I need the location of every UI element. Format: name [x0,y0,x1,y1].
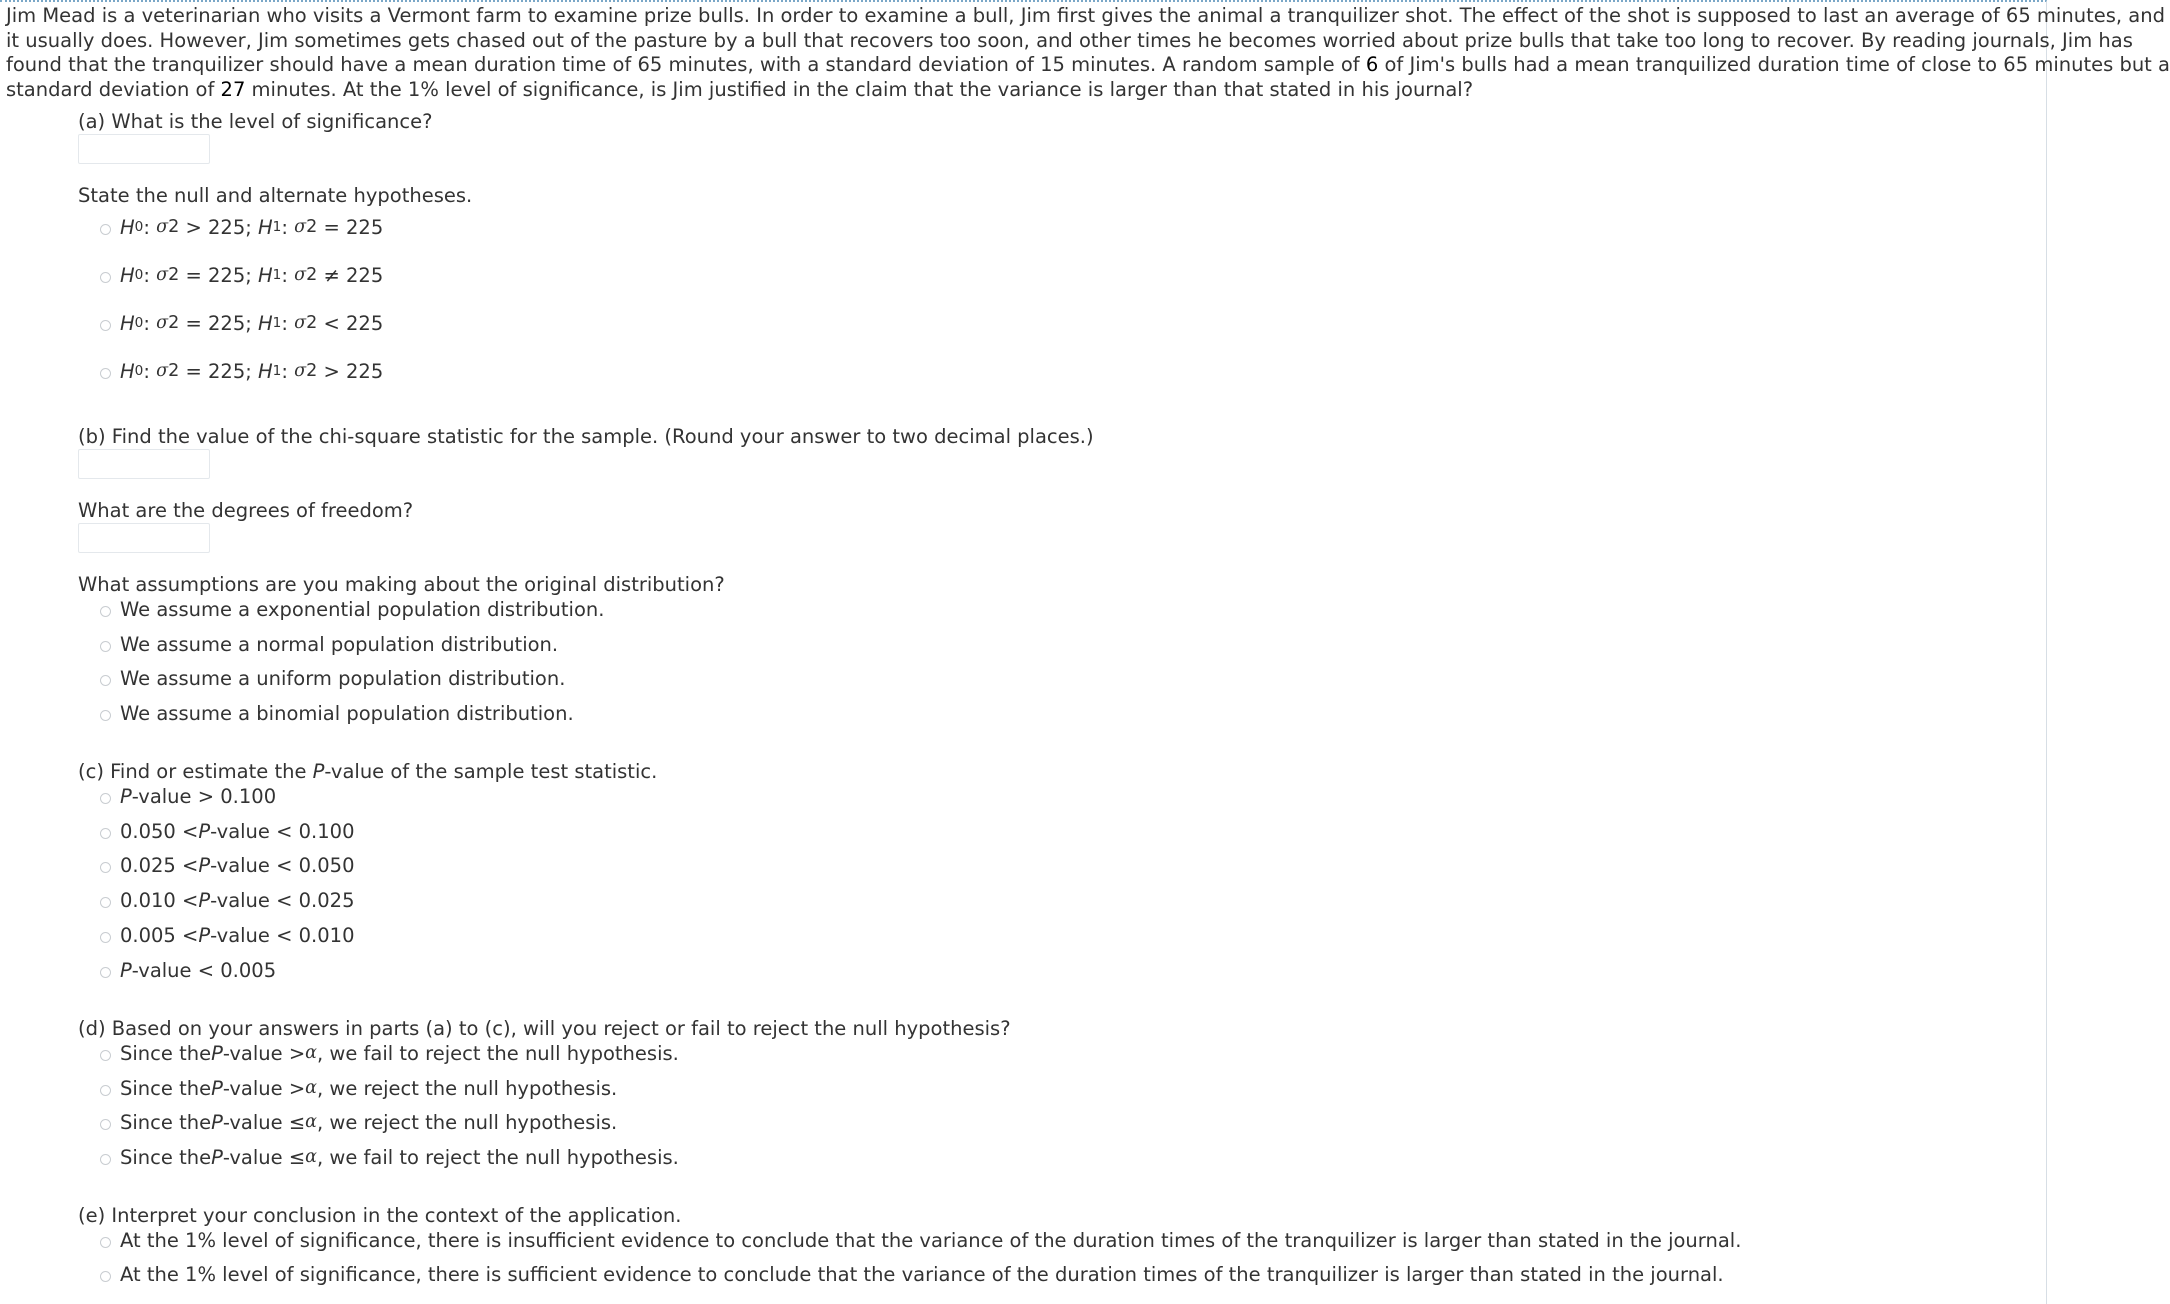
problem-text: found that the tranquilizer should have a mean duration time of 65 minutes, with a standard deviation of 15 minutes. A random sample of [6,53,1366,76]
radio-button[interactable] [100,606,111,617]
problem-statement [6,4,2170,102]
h0-relation: = 225; [185,263,252,287]
p-symbol: P [198,853,211,877]
radio-button[interactable] [100,224,111,235]
radio-button[interactable] [100,1237,111,1248]
alpha-symbol: α [305,1078,318,1098]
radio-button[interactable] [100,1271,111,1282]
conclusion-option-2[interactable] [100,1261,1724,1287]
option-pre: Since the [120,1076,212,1100]
p-value-option-5[interactable] [100,922,354,948]
p-symbol: P [211,1110,223,1134]
part-d-question: (d) Based on your answers in parts (a) to (c), will you reject or fail to reject the null hypothesis? [78,1017,1011,1040]
conclusion-option-1[interactable] [100,1227,1741,1253]
option-pre: 0.050 < [120,819,199,843]
question-text: -value of the sample test statistic. [324,760,658,783]
radio-button[interactable] [100,1119,111,1130]
radio-button[interactable] [100,675,111,686]
p-value-option-2[interactable] [100,818,354,844]
option-post: , we reject the null hypothesis. [317,1076,618,1100]
problem-text: of Jim's bulls had a mean tranquilized duration time of close to 65 minutes but a [1378,53,2170,76]
option-post: -value < 0.005 [131,958,277,982]
option-mid: -value > [222,1041,306,1065]
problem-text: standard deviation of [6,77,221,101]
problem-line-3 [6,53,2170,78]
option-mid: -value ≤ [222,1110,306,1134]
alpha-symbol: α [305,1043,318,1063]
option-label: We assume a exponential population distribution. [120,597,605,621]
hypothesis-option-4[interactable]: H 0 : σ 2 = 225; H 1 : σ 2 > 225 [100,358,383,384]
sigma-symbol: σ [294,217,307,237]
option-post: -value < 0.050 [210,853,355,877]
option-post: -value < 0.100 [210,819,355,843]
h0-symbol: H [120,359,135,383]
problem-line-2: it usually does. However, Jim sometimes gets chased out of the pasture by a bull that recovers too soon, and other times he becomes worried about prize bulls that take too long to recover. By reading journals, Jim has [6,28,2133,52]
option-label: We assume a binomial population distribution. [120,701,574,725]
p-value-option-3[interactable] [100,852,354,878]
assumption-option-4[interactable] [100,700,574,726]
h0-relation: = 225; [185,359,252,383]
h1-relation: > 225 [323,359,384,383]
degrees-of-freedom-question: What are the degrees of freedom? [78,499,414,522]
radio-button[interactable] [100,1085,111,1096]
p-value-option-4[interactable] [100,887,354,913]
radio-button[interactable] [100,862,111,873]
sample-sd-value: 27 [220,77,246,101]
decision-option-3[interactable] [100,1109,617,1135]
problem-text: minutes. At the 1% level of significance, is Jim justified in the claim that the variance is larger than that stated in his journal? [245,77,1474,101]
sample-size-value: 6 [1365,53,1379,76]
sigma-symbol: σ [156,217,169,237]
option-post: , we fail to reject the null hypothesis. [317,1041,679,1065]
option-pre: Since the [120,1041,212,1065]
hypothesis-option-2[interactable]: H 0 : σ 2 = 225; H 1 : σ 2 ≠ 225 [100,262,383,288]
significance-level-input[interactable] [78,134,210,164]
p-symbol: P [198,923,211,947]
radio-button[interactable] [100,320,111,331]
radio-button[interactable] [100,641,111,652]
question-text: (c) Find or estimate the [78,760,313,783]
h0-relation: > 225; [185,215,252,239]
part-e-question: (e) Interpret your conclusion in the context of the application. [78,1204,682,1227]
h1-relation: ≠ 225 [323,263,384,287]
problem-line-4 [6,78,2036,103]
decision-option-4[interactable] [100,1144,679,1170]
sigma-symbol: σ [294,265,307,285]
p-symbol: P [120,784,132,808]
option-label: At the 1% level of significance, there is sufficient evidence to conclude that the variance of the duration times of the tranquilizer is larger than stated in the journal. [120,1262,1724,1286]
radio-button[interactable] [100,967,111,978]
p-symbol: P [211,1076,223,1100]
radio-button[interactable] [100,710,111,721]
p-symbol: P [211,1145,223,1169]
option-post: -value < 0.010 [210,923,355,947]
option-pre: Since the [120,1145,212,1169]
sigma-symbol: σ [156,265,169,285]
radio-button[interactable] [100,828,111,839]
part-b-question: (b) Find the value of the chi-square statistic for the sample. (Round your answer to two decimal places.) [78,425,1094,448]
option-pre: 0.005 < [120,923,199,947]
option-pre: 0.010 < [120,888,199,912]
p-symbol: P [211,1041,223,1065]
assumption-option-1[interactable] [100,596,604,622]
h0-relation: = 225; [185,311,252,335]
assumption-option-2[interactable] [100,631,558,657]
p-symbol: P [312,760,325,783]
option-post: , we fail to reject the null hypothesis. [317,1145,679,1169]
option-pre: Since the [120,1110,212,1134]
radio-button[interactable] [100,272,111,283]
radio-button[interactable] [100,368,111,379]
option-label: We assume a normal population distribution. [120,632,559,656]
sigma-symbol: σ [156,313,169,333]
option-post: -value < 0.025 [210,888,355,912]
assumption-option-3[interactable] [100,665,565,691]
hypothesis-option-3[interactable]: H 0 : σ 2 = 225; H 1 : σ 2 < 225 [100,310,383,336]
h1-relation: < 225 [323,311,384,335]
h0-symbol: H [120,311,135,335]
p-symbol: P [120,958,132,982]
degrees-of-freedom-input[interactable] [78,523,210,553]
decision-option-1[interactable] [100,1040,679,1066]
option-post: -value > 0.100 [131,784,277,808]
part-c-question [78,760,657,783]
sigma-symbol: σ [294,313,307,333]
sigma-symbol: σ [294,361,307,381]
option-label: At the 1% level of significance, there is insufficient evidence to conclude that the variance of the duration times of the tranquilizer is larger than stated in the journal. [120,1228,1742,1252]
option-label: We assume a uniform population distribution. [120,666,566,690]
alpha-symbol: α [305,1147,318,1167]
radio-button[interactable] [100,793,111,804]
h1-symbol: H [258,311,273,335]
hypothesis-option-1[interactable]: H 0 : σ 2 > 225; H 1 : σ 2 = 225 [100,214,383,240]
h1-symbol: H [258,263,273,287]
option-mid: -value ≤ [222,1145,306,1169]
hypotheses-prompt: State the null and alternate hypotheses. [78,184,473,207]
p-symbol: P [198,888,211,912]
assumption-question: What assumptions are you making about the original distribution? [78,573,725,596]
sigma-symbol: σ [156,361,169,381]
p-value-option-1[interactable] [100,783,276,809]
option-post: , we reject the null hypothesis. [317,1110,618,1134]
radio-button[interactable] [100,897,111,908]
alpha-symbol: α [305,1112,318,1132]
radio-button[interactable] [100,932,111,943]
h1-symbol: H [258,215,273,239]
option-mid: -value > [222,1076,306,1100]
radio-button[interactable] [100,1050,111,1061]
part-a-question: (a) What is the level of significance? [78,110,433,133]
chi-square-input[interactable] [78,449,210,479]
h0-symbol: H [120,263,135,287]
p-value-option-6[interactable] [100,957,276,983]
h1-symbol: H [258,359,273,383]
radio-button[interactable] [100,1154,111,1165]
problem-line-1: Jim Mead is a veterinarian who visits a Vermont farm to examine prize bulls. In order to examine a bull, Jim first gives the animal a tranquilizer shot. The effect of the shot is supposed to last an average of 65 minutes, and [6,4,2165,27]
p-symbol: P [198,819,211,843]
decision-option-2[interactable] [100,1075,617,1101]
h1-relation: = 225 [323,215,384,239]
option-pre: 0.025 < [120,853,199,877]
h0-symbol: H [120,215,135,239]
